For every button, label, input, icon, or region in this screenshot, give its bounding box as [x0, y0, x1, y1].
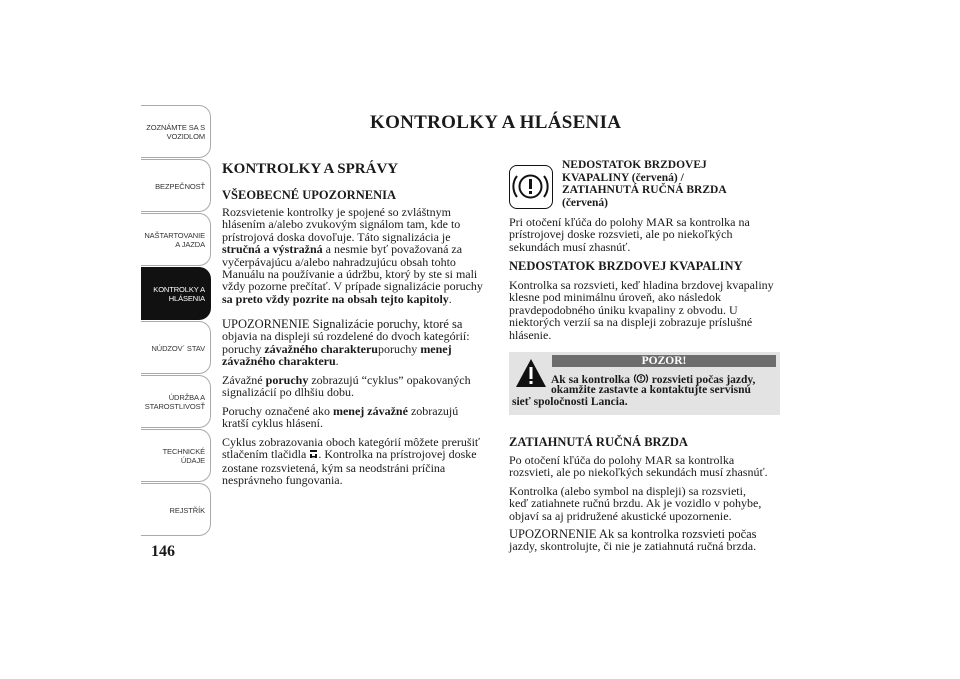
paragraph	[222, 436, 502, 487]
text-line: nesprávneho fungovania.	[222, 473, 343, 488]
paragraph	[222, 374, 502, 399]
text-line: signalizácií po dlhšiu dobu.	[222, 385, 354, 400]
text: a nesmie byť považovaná za	[322, 242, 463, 257]
text-line: Manuálu na používanie a údržbu, ktorý by ste si mali	[222, 267, 478, 282]
bold-text: sa preto vždy pozrite na obsah tejto kapitoly	[222, 291, 449, 306]
text-line: Pri otočení kľúča do polohy MAR sa kontrolka na	[509, 215, 750, 229]
text-line: UPOZORNENIE Ak sa kontrolka rozsvieti počas	[509, 527, 757, 541]
tab-label: NÚDZOV´ STAV	[151, 344, 205, 353]
tab-nudzovy-stav[interactable]	[141, 321, 211, 374]
section-heading: KONTROLKY A SPRÁVY	[222, 161, 399, 177]
bold-text: stručná a výstražná	[222, 242, 323, 257]
bold-text: menej závažné	[332, 404, 408, 418]
text-line: pravdepodobného úniku kvapaliny z obvodu. U	[509, 302, 738, 317]
paragraph	[509, 485, 761, 522]
paragraph	[509, 454, 768, 479]
text-line: NEDOSTATOK BRZDOVEJ	[562, 159, 707, 171]
tab-bezpecnost[interactable]	[141, 159, 211, 212]
button-symbol-icon	[309, 449, 318, 461]
warning-title	[562, 159, 727, 209]
section-heading: NEDOSTATOK BRZDOVEJ KVAPALINY	[509, 259, 743, 273]
text-line: vyčerpávajúcu a/alebo nahradzujúcu obsah tohto	[222, 254, 456, 269]
text-line: hlásením a/alebo zvukovým signálom tam, kde to	[222, 217, 461, 232]
tab-zoznamte-sa[interactable]	[141, 105, 211, 158]
warning-box-title: POZOR!	[552, 355, 776, 367]
tab-kontrolky[interactable]	[141, 267, 211, 320]
text-line: Kontrolka sa rozsvieti, keď hladina brzdovej kvapaliny	[509, 278, 774, 292]
text-line: Cyklus zobrazovania oboch kategórií môžete prerušiť	[222, 435, 481, 449]
text: Závažné	[222, 373, 266, 387]
brake-warning-icon	[509, 165, 553, 209]
text-line: Kontrolka (alebo symbol na displeji) sa rozsvieti,	[509, 484, 746, 498]
tab-label: HLÁSENIA	[168, 294, 205, 303]
text-line: vždy pozorne prečítať. V prípade signalizácie poruchy	[222, 279, 483, 294]
tab-label: BEZPEČNOSŤ	[155, 182, 205, 191]
text-line: prístrojovej doske rozsvieti, ale po niekoľkých	[509, 227, 733, 242]
text: zobrazujú	[407, 404, 459, 418]
bold-text: závažného charakteru	[222, 354, 336, 369]
tab-label: TECHNICKÉ	[162, 447, 205, 456]
text-line: objaví sa aj pridružené akustické upozornenie.	[509, 508, 732, 523]
text: Ak sa kontrolka	[551, 374, 633, 387]
page-title: KONTROLKY A HLÁSENIA	[370, 112, 622, 133]
paragraph	[222, 405, 502, 430]
text-line: ZATIAHNUTÁ RUČNÁ BRZDA	[562, 184, 727, 196]
text: .	[448, 291, 452, 306]
text: zobrazujú “cyklus” opakovaných	[308, 373, 471, 387]
tab-label: REJSTŘÍK	[169, 506, 205, 515]
text-line: Rozsvietenie kontrolky je spojené so zvláštnym	[222, 205, 451, 219]
tab-label: ÚDAJE	[180, 456, 205, 465]
text: poruchy	[377, 341, 421, 356]
tab-nastartovanie[interactable]	[141, 213, 211, 266]
text-line: UPOZORNENIE Signalizácie poruchy, ktoré sa	[222, 317, 463, 331]
text: Poruchy označené ako	[222, 404, 333, 418]
bold-text: poruchy	[265, 373, 309, 387]
paragraph	[509, 216, 750, 253]
text-line: sieť spoločnosti Lancia.	[512, 396, 628, 408]
tab-technicke-udaje[interactable]	[141, 429, 211, 482]
text-line: zostane rozsvietená, kým sa neodstráni príčina	[222, 460, 446, 475]
text-line: (červená)	[562, 196, 608, 209]
bold-text: závažného charakteru	[264, 341, 378, 356]
tab-rejstrik[interactable]	[141, 483, 211, 536]
tab-label: ÚDRŽBA A	[168, 393, 205, 402]
tab-label: VOZIDLOM	[166, 132, 205, 141]
text-line: klesne pod minimálnu úroveň, ako následok	[509, 290, 721, 305]
text-line	[222, 243, 502, 255]
text-line	[222, 448, 502, 461]
text-line: Po otočení kľúča do polohy MAR sa kontrolka	[509, 453, 735, 467]
text: poruchy	[222, 341, 265, 356]
tab-label: STAROSTLIVOSŤ	[144, 402, 205, 411]
paragraph	[509, 279, 774, 341]
paragraph	[509, 528, 757, 553]
text-line: prístrojová doska dovoľuje. Táto signalizácia je	[222, 229, 451, 244]
text-line: niektorých verzií sa na displeji zobrazuje príslušné	[509, 315, 753, 330]
text-line	[222, 293, 502, 305]
text-line: sekundách musí zhasnúť.	[509, 239, 631, 254]
warning-triangle-icon	[515, 358, 547, 393]
tab-label: KONTROLKY A	[153, 285, 205, 294]
text-line: KVAPALINY (červená) /	[562, 171, 684, 184]
subsection-heading: VŠEOBECNÉ UPOZORNENIA	[222, 188, 396, 202]
text-line	[222, 355, 502, 367]
bold-text: menej	[420, 341, 452, 356]
text: rozsvieti počas jazdy,	[648, 374, 756, 387]
page-number: 146	[151, 543, 175, 560]
paragraph	[222, 206, 502, 305]
paragraph	[222, 318, 502, 368]
text: .	[335, 354, 339, 369]
text: . Kontrolka na prístrojovej doske	[318, 447, 477, 462]
section-heading: ZATIAHNUTÁ RUČNÁ BRZDA	[509, 435, 688, 449]
text-line: rozsvieti, ale po niekoľkých sekundách musí zhasnúť.	[509, 465, 768, 480]
text: stlačením tlačidla	[222, 447, 310, 462]
text-line: objavia na displeji sú rozdelené do dvoch kategórií:	[222, 329, 470, 344]
text-line: okamžite zastavte a kontaktujte servisnú	[551, 384, 751, 396]
tab-label: A JAZDA	[175, 240, 205, 249]
text-line: keď zatiahnete ručnú brzdu. Ak je vozidlo v pohybe,	[509, 496, 762, 511]
tab-label: NAŠTARTOVANIE	[144, 231, 205, 240]
warning-box	[509, 352, 780, 415]
tab-udrzba[interactable]	[141, 375, 211, 428]
text-line: hlásenie.	[509, 327, 552, 342]
text-line: jazdy, skontrolujte, či nie je zatiahnutá ručná brzda.	[509, 539, 757, 554]
tab-label: ZOZNÁMTE SA S	[146, 123, 205, 132]
text-line: kratší cyklus hlásení.	[222, 416, 323, 431]
